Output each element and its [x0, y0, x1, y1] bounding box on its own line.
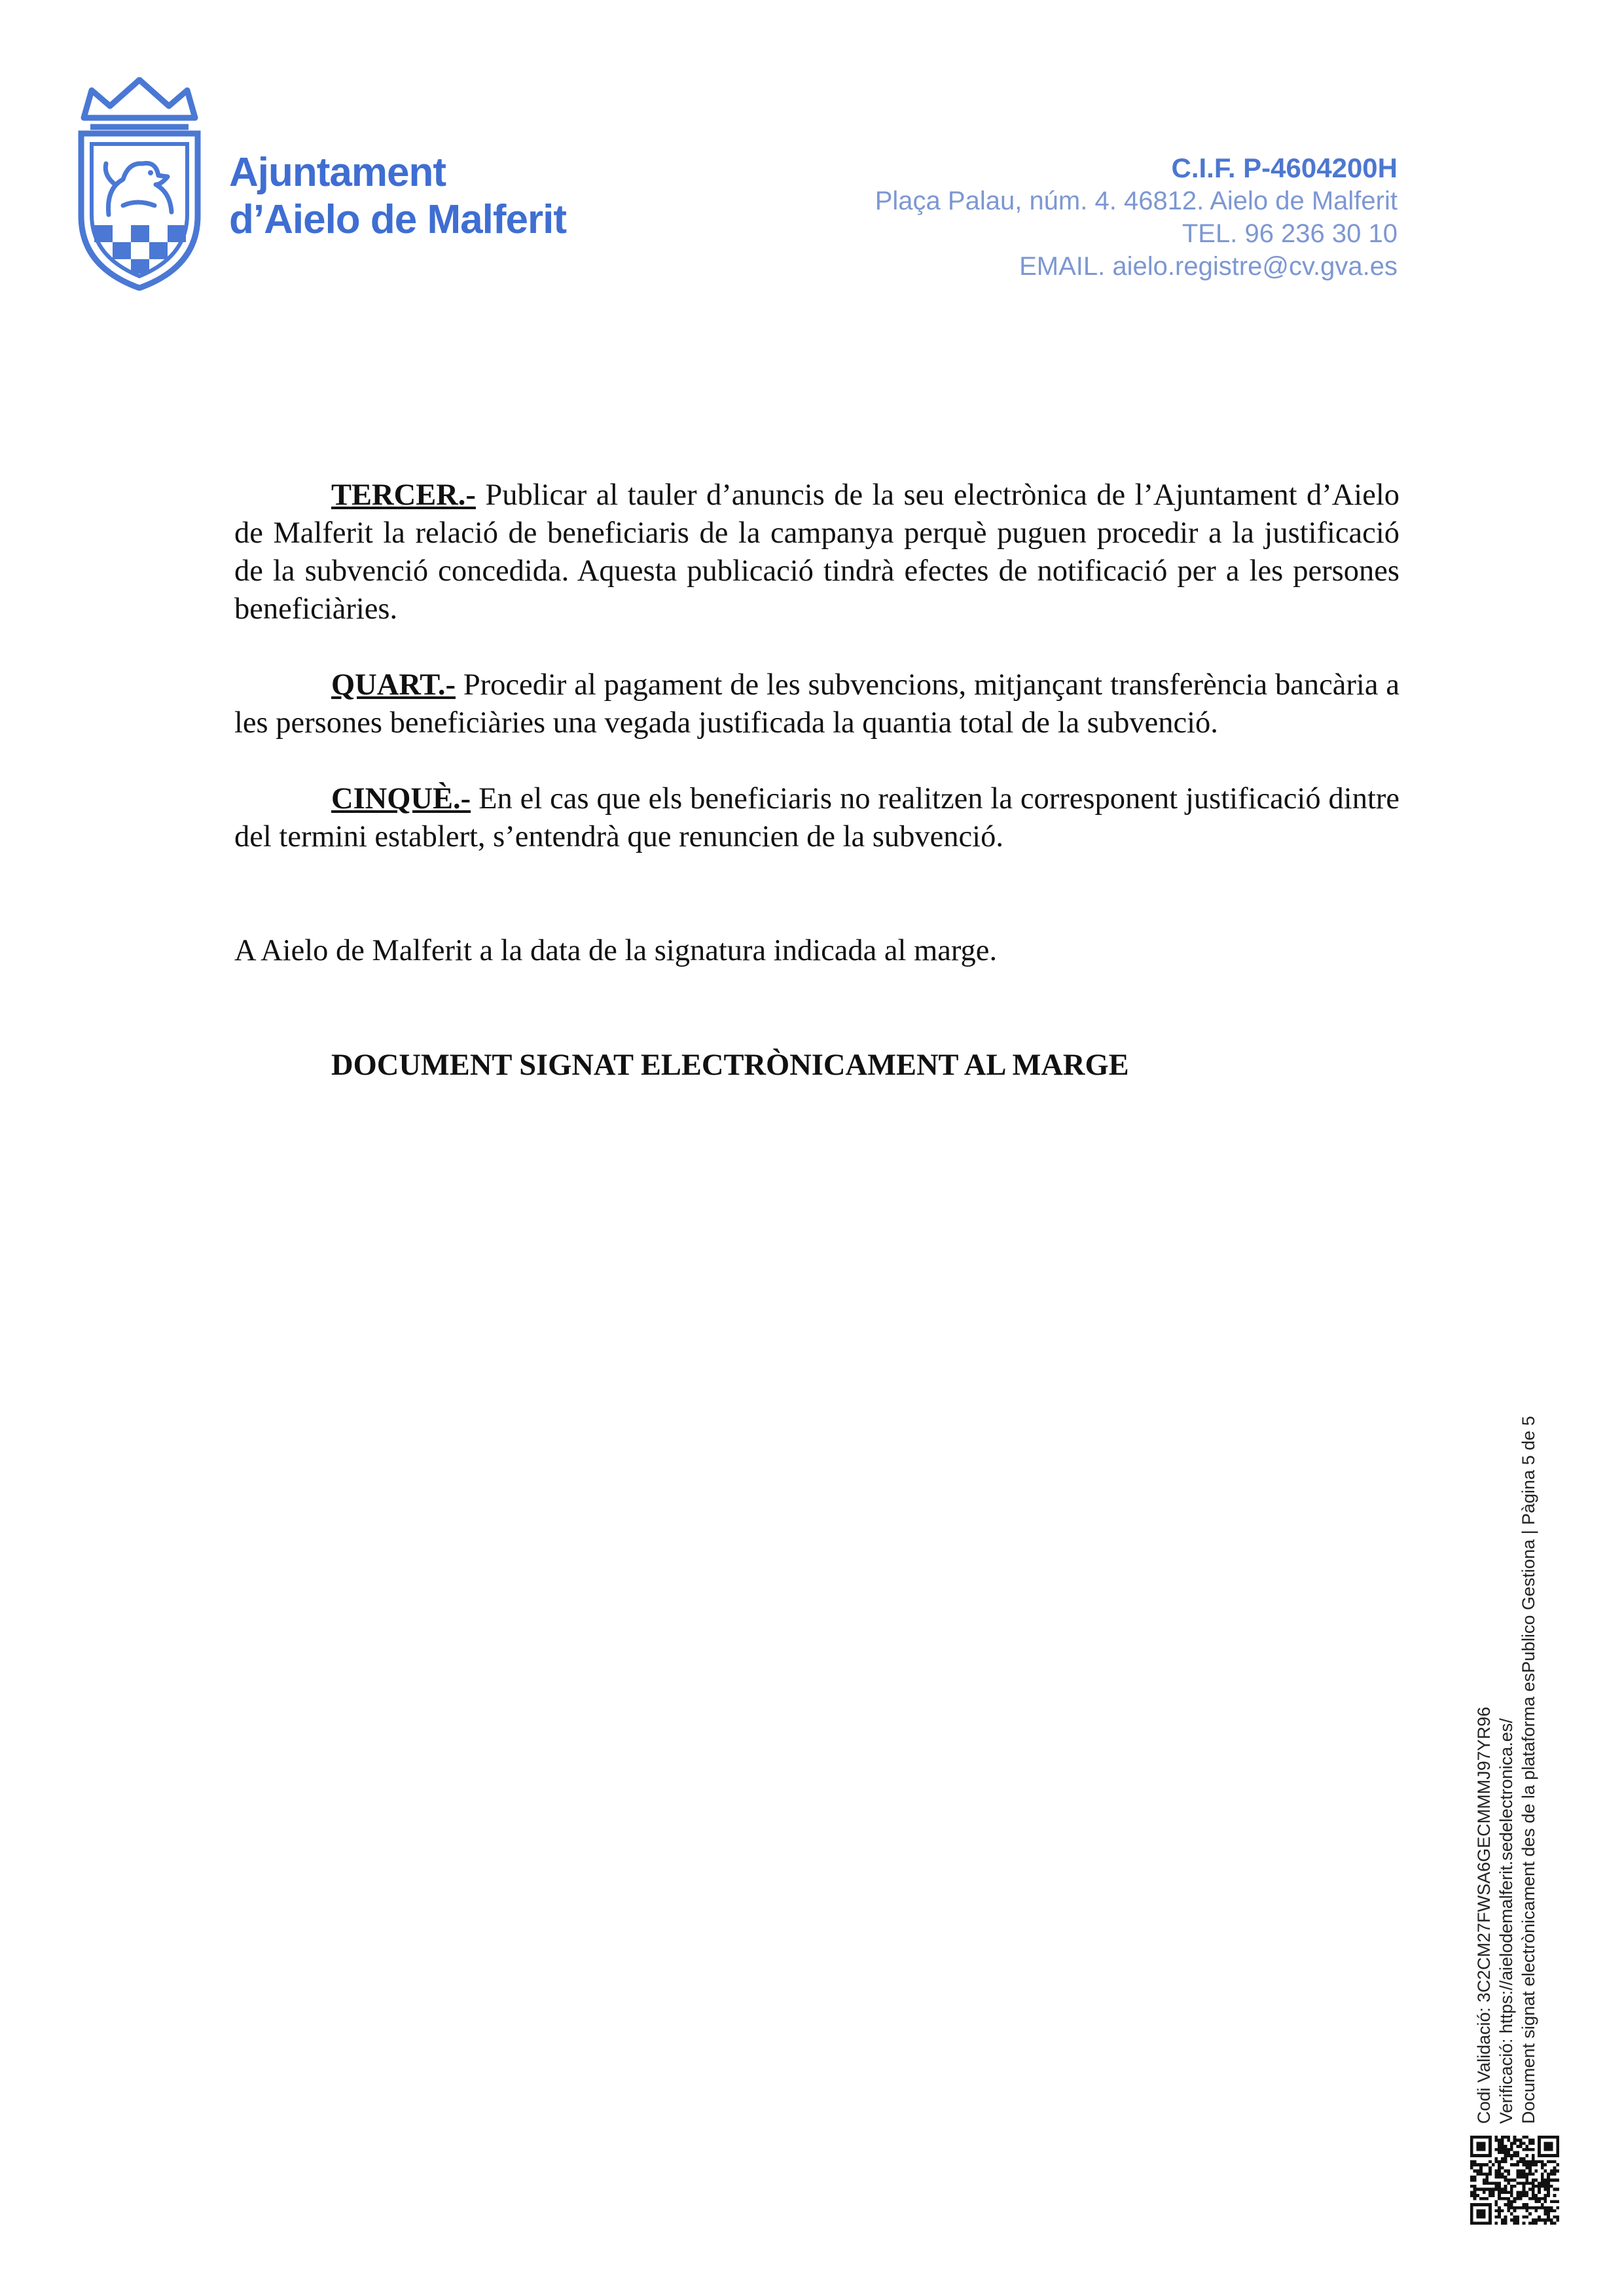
closing-line: A Aielo de Malferit a la data de la signatura indicada al marge.: [234, 934, 998, 967]
paragraph-text: En el cas que els beneficiaris no realitzen la corresponent justificació dintre del termini establert, s’entendrà que renuncien de la subvenció.: [234, 782, 1399, 853]
coat-of-arms-icon: [77, 77, 202, 291]
qr-code-icon: [1470, 2136, 1559, 2225]
verification-url: Verificació: https://aielodemalferit.sedelectronica.es/: [1496, 1718, 1516, 2124]
paragraph-text: Procedir al pagament de les subvencions, mitjançant transferència bancària a les persones beneficiàries una vegada justificada la quantia total de la subvenció.: [234, 668, 1399, 740]
paragraph-quart: [234, 666, 1399, 742]
contact-block: [875, 152, 1398, 283]
paragraph-heading: QUART.-: [331, 668, 456, 702]
document-body: [234, 476, 1399, 1085]
signature-notice: Document signat electrònicament des de la plataforma esPublico Gestiona | Pàgina 5 de 5: [1519, 1416, 1538, 2124]
paragraph-heading: TERCER.-: [331, 478, 476, 512]
paragraph-text: Publicar al tauler d’anuncis de la seu electrònica de l’Ajuntament d’Aielo de Malferit la relació de beneficiaris de la campanya perquè puguen procedir a la justificació de la subvenció concedida. Aquesta publicació tindrà efectes de notificació per a les persones beneficiàries.: [234, 478, 1399, 626]
validation-margin: [1473, 1416, 1564, 2124]
organization-name: [229, 149, 566, 243]
validation-text: [1473, 1416, 1540, 2124]
organization-name-line2: d’Aielo de Malferit: [229, 197, 566, 242]
organization-name-line1: Ajuntament: [229, 150, 446, 195]
paragraph-cinque: [234, 780, 1399, 856]
email-address: EMAIL. aielo.registre@cv.gva.es: [1019, 252, 1398, 281]
paragraph-heading: CINQUÈ.-: [331, 782, 471, 816]
validation-code: Codi Validació: 3C2CM27FWSA6GECMMMJ97YR96: [1474, 1706, 1494, 2124]
paragraph-tercer: [234, 476, 1399, 628]
postal-address: Plaça Palau, núm. 4. 46812. Aielo de Malferit: [875, 187, 1398, 215]
phone-number: TEL. 96 236 30 10: [1182, 219, 1398, 248]
cif-number: C.I.F. P-4604200H: [1171, 152, 1398, 183]
signed-notice: DOCUMENT SIGNAT ELECTRÒNICAMENT AL MARGE: [331, 1049, 1129, 1082]
